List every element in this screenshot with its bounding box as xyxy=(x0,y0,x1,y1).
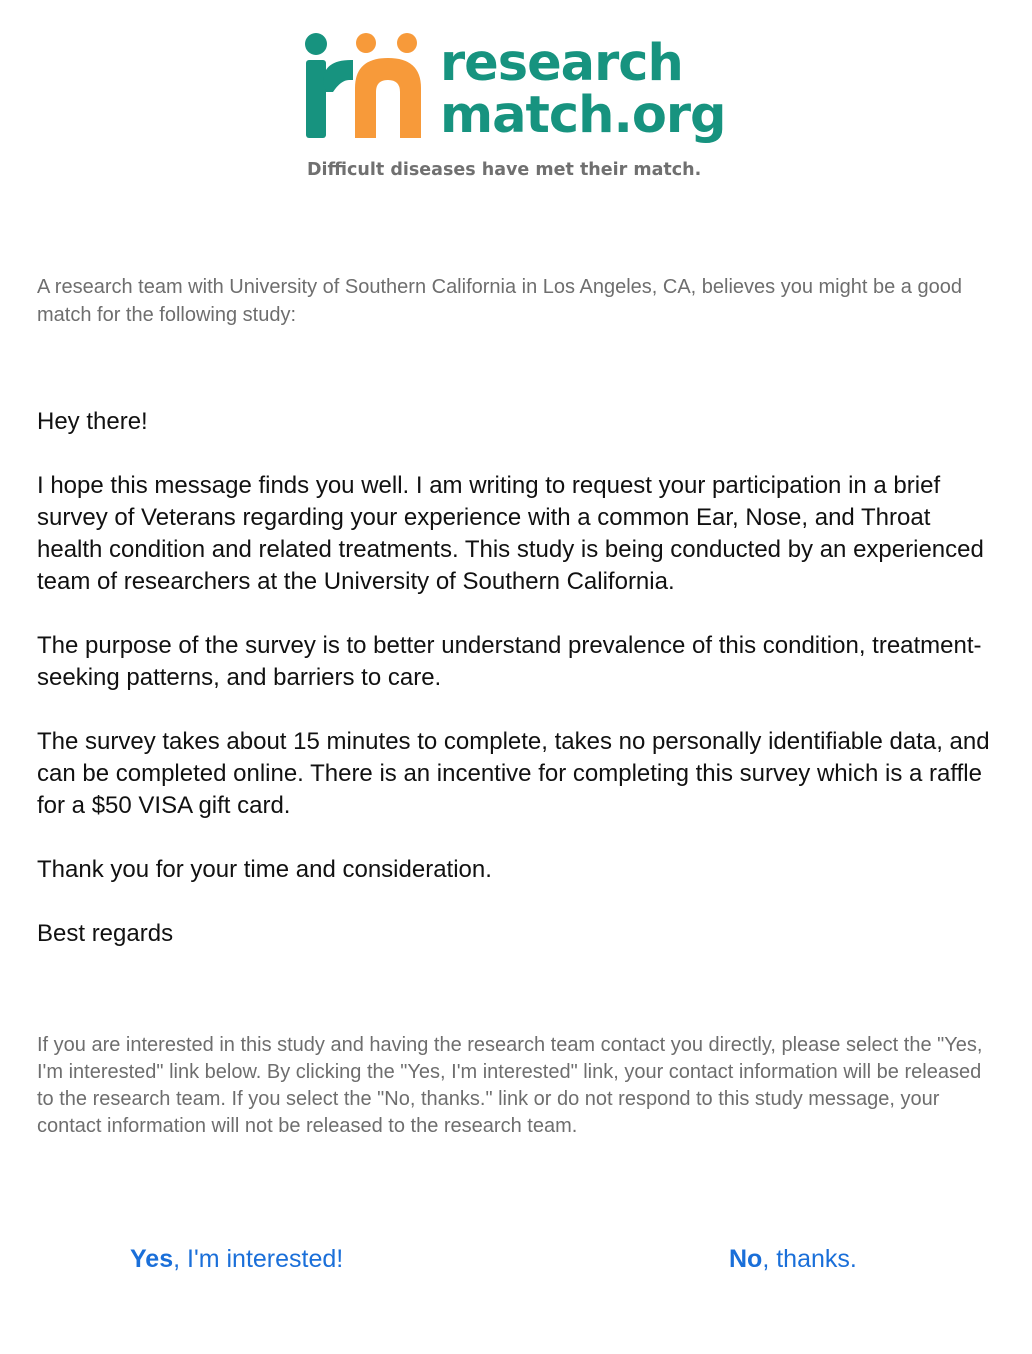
researchmatch-logo xyxy=(303,30,733,190)
yes-interested-link[interactable] xyxy=(130,1243,343,1275)
yes-link-text: , I'm interested! xyxy=(173,1245,344,1273)
logo-word-matchorg: match.org xyxy=(440,86,726,145)
logo-word-research: research xyxy=(440,34,683,93)
yes-link-bold: Yes xyxy=(130,1245,174,1273)
no-link-bold: No xyxy=(729,1245,763,1273)
message-paragraph: Thank you for your time and consideration. xyxy=(37,856,492,883)
no-thanks-link[interactable] xyxy=(729,1243,857,1275)
message-body xyxy=(37,406,997,982)
logo-tagline: Difficult diseases have met their match. xyxy=(307,160,702,180)
signoff: Best regards xyxy=(37,920,174,947)
greeting: Hey there! xyxy=(37,408,148,435)
intro-text: A research team with University of Southern California in Los Angeles, CA, believes you might be a good match for the following study: xyxy=(37,276,962,326)
researchmatch-figures-icon xyxy=(303,30,428,140)
message-paragraph: The survey takes about 15 minutes to complete, takes no personally identifiable data, and can be completed online. There is an incentive for completing this survey which is a raffle for a $50 VISA gift card. xyxy=(37,728,990,819)
no-link-text: , thanks. xyxy=(762,1245,857,1273)
disclaimer-text: If you are interested in this study and having the research team contact you directly, please select the "Yes, I'm interested" link below. By clicking the "Yes, I'm interested" link, your contact information will be released to the research team. If you select the "No, thanks." link or do not respond to this study message, your contact information will not be released to the research team. xyxy=(37,1034,983,1137)
message-paragraph: I hope this message finds you well. I am writing to request your participation in a brief survey of Veterans regarding your experience with a common Ear, Nose, and Throat health condition and related treatments. This study is being conducted by an experienced team of researchers at the University of Southern California. xyxy=(37,472,984,595)
message-paragraph: The purpose of the survey is to better understand prevalence of this condition, treatment-seeking patterns, and barriers to care. xyxy=(37,632,982,691)
